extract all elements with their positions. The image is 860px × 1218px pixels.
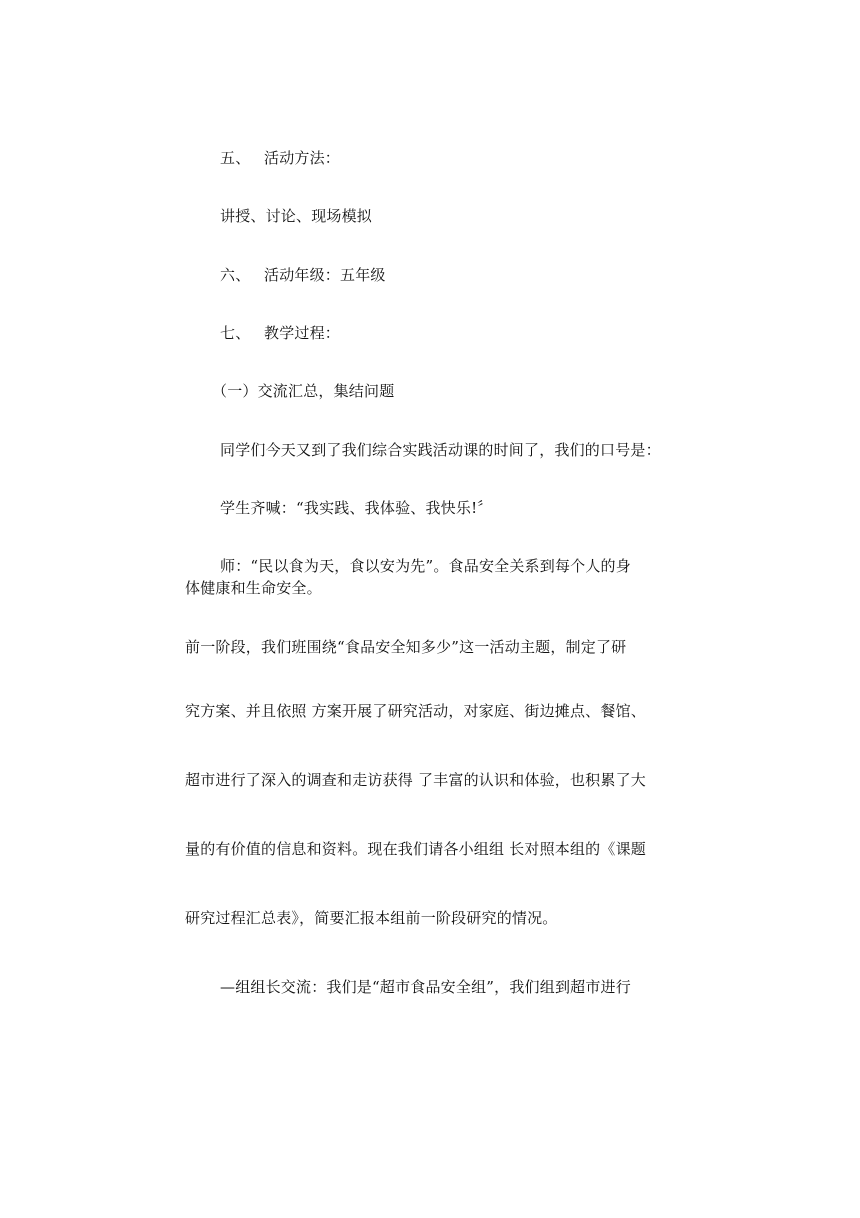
section-title: 活动方法： xyxy=(264,149,341,167)
paragraph-4-line-2: 究方案、并且依照 方案开展了研究活动，对家庭、街边摊点、餐馆、 xyxy=(185,702,646,720)
section-title: 教学过程： xyxy=(264,324,341,342)
section-number: 五、 xyxy=(220,149,251,167)
section-heading-7 xyxy=(220,322,340,344)
paragraph-4-line-1: 前一阶段，我们班围绕“食品安全知多少”这一活动主题，制定了研 xyxy=(185,638,627,656)
paragraph-4-line-3: 超市进行了深入的调查和走访获得 了丰富的认识和体验，也积累了大 xyxy=(185,771,646,789)
paragraph-3-line-1: 师：“民以食为天，食以安为先”。食品安全关系到每个人的身 xyxy=(220,557,631,575)
paragraph-5: —组组长交流：我们是“超市食品安全组”，我们组到超市进行 xyxy=(220,978,631,996)
section-5-body: 讲授、讨论、现场模拟 xyxy=(220,207,373,225)
section-heading-5 xyxy=(220,147,340,169)
section-number: 六、 xyxy=(220,266,251,284)
section-title: 活动年级：五年级 xyxy=(264,266,386,284)
section-number: 七、 xyxy=(220,324,251,342)
section-heading-6 xyxy=(220,264,386,286)
paragraph-4-line-5: 研究过程汇总表》，简要汇报本组前一阶段研究的情况。 xyxy=(185,909,558,927)
paragraph-3-line-2: 体健康和生命安全。 xyxy=(185,579,322,597)
paragraph-1: 同学们今天又到了我们综合实践活动课的时间了，我们的口号是： xyxy=(220,441,661,459)
subsection-heading-1: （一）交流汇总，集结问题 xyxy=(212,382,395,400)
paragraph-2: 学生齐喊：“我实践、我体验、我快乐!〞 xyxy=(220,499,493,517)
paragraph-4-line-4: 量的有价值的信息和资料。现在我们请各小组组 长对照本组的《课题 xyxy=(185,840,646,858)
